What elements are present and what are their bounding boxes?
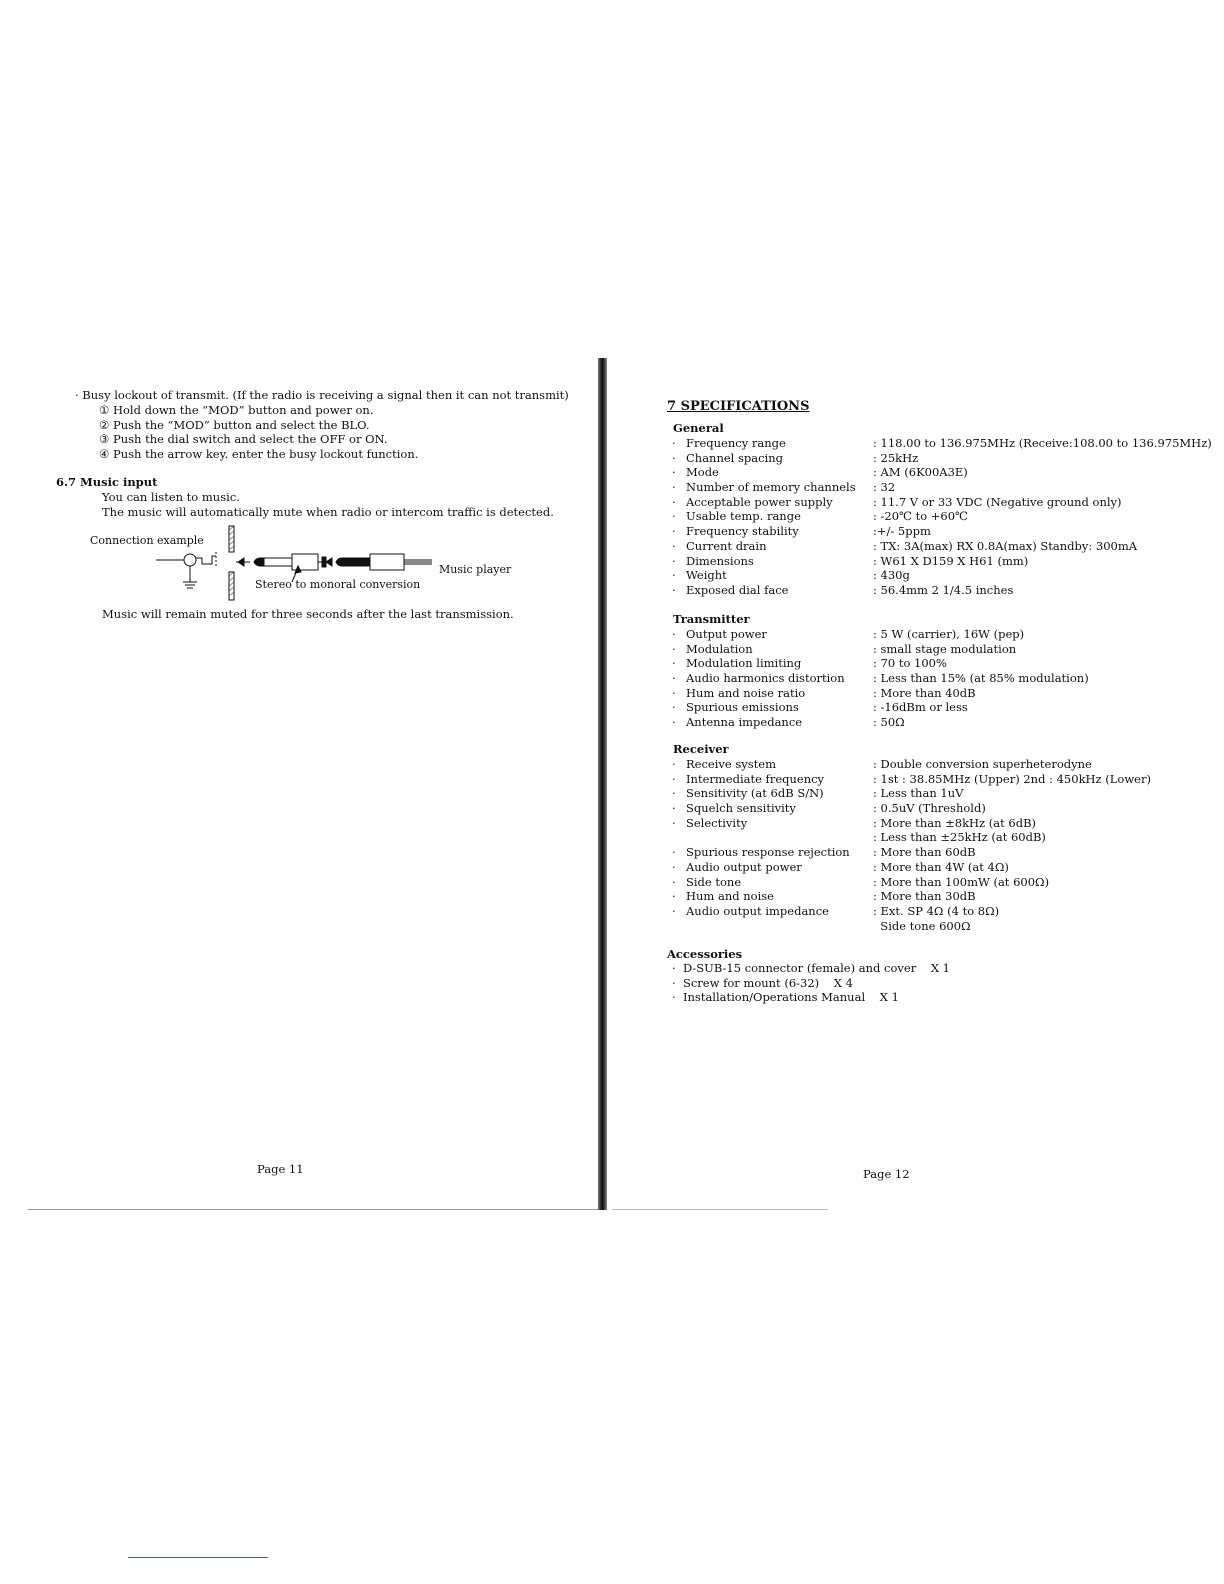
transmitter-heading: Transmitter bbox=[673, 612, 750, 626]
spec-label: · Exposed dial face bbox=[686, 583, 788, 598]
spec-row bbox=[686, 860, 1206, 875]
spec-value: : 1st : 38.85MHz (Upper) 2nd : 450kHz (Lower) bbox=[873, 771, 1151, 786]
spec-label: · Hum and noise ratio bbox=[686, 686, 805, 701]
general-heading: General bbox=[673, 421, 724, 435]
spec-value: : 56.4mm 2 1/4.5 inches bbox=[873, 582, 1014, 597]
spec-row bbox=[686, 772, 1206, 787]
spec-row bbox=[686, 627, 1206, 642]
spec-row bbox=[686, 700, 1206, 715]
spec-label: · Squelch sensitivity bbox=[686, 801, 796, 816]
receiver-heading: Receiver bbox=[673, 742, 729, 756]
page-gutter bbox=[598, 358, 607, 1210]
spec-value: : -16dBm or less bbox=[873, 700, 968, 715]
spec-value: : Double conversion superheterodyne bbox=[873, 757, 1092, 771]
spec-row bbox=[686, 436, 1212, 451]
spec-label: · Selectivity bbox=[686, 816, 747, 831]
spec-row bbox=[686, 539, 1206, 554]
spec-value: : Less than 15% (at 85% modulation) bbox=[873, 671, 1089, 686]
spec-row bbox=[686, 671, 1206, 686]
spec-label: · Intermediate frequency bbox=[686, 772, 824, 787]
spec-row bbox=[686, 801, 1206, 816]
general-spec-list bbox=[686, 436, 1212, 598]
spec-row bbox=[686, 904, 1206, 919]
spec-value: : More than 100mW (at 600Ω) bbox=[873, 874, 1050, 889]
busy-lockout-steps bbox=[99, 403, 418, 462]
music-muted-note: Music will remain muted for three seconds after the last transmission. bbox=[102, 607, 514, 621]
blue-underline-mark bbox=[128, 1557, 268, 1558]
spec-row bbox=[686, 465, 1206, 480]
spec-label: · Audio harmonics distortion bbox=[686, 671, 845, 686]
spec-row bbox=[686, 509, 1206, 524]
spec-value: : 0.5uV (Threshold) bbox=[873, 801, 986, 816]
transmitter-spec-list bbox=[686, 627, 1206, 730]
specifications-title: 7 SPECIFICATIONS bbox=[667, 399, 810, 414]
step-item: ① Hold down the “MOD” button and power on. bbox=[99, 403, 374, 417]
music-input-heading: 6.7 Music input bbox=[56, 475, 158, 489]
spec-label: · Frequency stability bbox=[686, 524, 799, 539]
spec-label: · Dimensions bbox=[686, 554, 754, 569]
spec-label: · Current drain bbox=[686, 539, 767, 554]
spec-row bbox=[686, 786, 1206, 801]
spec-row bbox=[686, 451, 1206, 466]
spec-label: · Audio output impedance bbox=[686, 904, 829, 919]
accessory-item: · Installation/Operations Manual X 1 bbox=[672, 990, 899, 1005]
music-input-line: You can listen to music. bbox=[102, 490, 240, 504]
page-divider-line bbox=[28, 1209, 598, 1210]
spec-label: · Antenna impedance bbox=[686, 715, 802, 730]
spec-label: · Modulation limiting bbox=[686, 656, 801, 671]
spec-value: :+/- 5ppm bbox=[873, 524, 931, 539]
spec-value: : More than ±8kHz (at 6dB) bbox=[873, 815, 1037, 830]
spec-row bbox=[686, 642, 1206, 657]
spec-label: · Spurious emissions bbox=[686, 700, 799, 715]
spec-label: · Audio output power bbox=[686, 860, 802, 875]
accessory-item: · Screw for mount (6-32) X 4 bbox=[672, 975, 853, 990]
spec-row bbox=[686, 830, 1206, 845]
spec-row bbox=[686, 524, 1206, 539]
receiver-spec-list bbox=[686, 757, 1206, 933]
spec-row bbox=[686, 495, 1206, 510]
spec-value: : Less than 1uV bbox=[873, 786, 964, 801]
spec-value: : More than 4W (at 4Ω) bbox=[873, 859, 1009, 874]
spec-row bbox=[686, 845, 1206, 860]
spec-label: · Sensitivity (at 6dB S/N) bbox=[686, 786, 824, 801]
spec-value: : Ext. SP 4Ω (4 to 8Ω) bbox=[873, 903, 1000, 918]
spec-value: : -20℃ to +60℃ bbox=[873, 509, 968, 524]
accessories-list bbox=[672, 961, 950, 1005]
connection-example-label: Connection example bbox=[90, 534, 204, 547]
spec-value: : TX: 3A(max) RX 0.8A(max) Standby: 300mA bbox=[873, 538, 1138, 553]
music-input-line: The music will automatically mute when radio or intercom traffic is detected. bbox=[102, 505, 554, 519]
spec-value: : 25kHz bbox=[873, 450, 919, 465]
music-player-label: Music player bbox=[439, 563, 512, 576]
spec-value: : 11.7 V or 33 VDC (Negative ground only) bbox=[873, 494, 1122, 509]
spec-row bbox=[686, 715, 1206, 730]
spec-value: : AM (6K00A3E) bbox=[873, 465, 968, 480]
step-item: ② Push the “MOD” button and select the BLO. bbox=[99, 417, 370, 432]
spec-label: · Weight bbox=[686, 568, 727, 583]
spec-value: : 50Ω bbox=[873, 715, 905, 730]
spec-label: · Output power bbox=[686, 627, 767, 642]
spec-row bbox=[686, 480, 1206, 495]
spec-label: · Side tone bbox=[686, 875, 741, 890]
spec-row bbox=[686, 757, 1206, 772]
spec-label: · Frequency range bbox=[686, 436, 786, 451]
page-number-right: Page 12 bbox=[863, 1167, 910, 1181]
conversion-label: Stereo to monoral conversion bbox=[255, 578, 421, 591]
spec-row bbox=[686, 889, 1206, 904]
spec-row bbox=[686, 875, 1206, 890]
spec-label: · Mode bbox=[686, 465, 719, 480]
spec-label: · Hum and noise bbox=[686, 889, 774, 904]
spec-value: : 70 to 100% bbox=[873, 656, 947, 671]
step-item: ④ Push the arrow key. enter the busy lockout function. bbox=[99, 447, 419, 462]
spec-value: Side tone 600Ω bbox=[873, 918, 971, 933]
step-item: ③ Push the dial switch and select the OFF or ON. bbox=[99, 432, 388, 447]
spec-row bbox=[686, 919, 1206, 934]
accessory-item: · D-SUB-15 connector (female) and cover X 1 bbox=[672, 961, 950, 975]
spec-value: : 5 W (carrier), 16W (pep) bbox=[873, 627, 1025, 641]
spec-value: : More than 60dB bbox=[873, 845, 976, 860]
page-divider-line bbox=[612, 1209, 828, 1210]
spec-value: : small stage modulation bbox=[873, 641, 1017, 656]
spec-value: : 430g bbox=[873, 568, 910, 583]
spec-row bbox=[686, 583, 1206, 598]
spec-value: : 118.00 to 136.975MHz (Receive:108.00 to 136.975MHz) bbox=[873, 436, 1212, 450]
spec-row bbox=[686, 816, 1206, 831]
spec-value: : Less than ±25kHz (at 60dB) bbox=[873, 830, 1046, 845]
spec-value: : W61 X D159 X H61 (mm) bbox=[873, 553, 1029, 568]
accessories-heading: Accessories bbox=[667, 947, 743, 961]
spec-value: : More than 30dB bbox=[873, 889, 976, 904]
spec-label: · Spurious response rejection bbox=[686, 845, 850, 860]
busy-lockout-intro: · Busy lockout of transmit. (If the radio is receiving a signal then it can not transmit) bbox=[75, 388, 569, 402]
spec-label: · Number of memory channels bbox=[686, 480, 856, 495]
spec-row bbox=[686, 686, 1206, 701]
page-number-left: Page 11 bbox=[257, 1162, 304, 1176]
spec-row bbox=[686, 568, 1206, 583]
spec-label: · Receive system bbox=[686, 757, 776, 772]
spec-row bbox=[686, 656, 1206, 671]
spec-value: : 32 bbox=[873, 480, 896, 495]
spec-label: · Modulation bbox=[686, 642, 753, 657]
panel-hatch bbox=[229, 526, 234, 600]
spec-label: · Usable temp. range bbox=[686, 509, 801, 524]
spec-label: · Acceptable power supply bbox=[686, 495, 833, 510]
spec-row bbox=[686, 554, 1206, 569]
spec-label: · Channel spacing bbox=[686, 451, 783, 466]
spec-value: : More than 40dB bbox=[873, 685, 976, 700]
